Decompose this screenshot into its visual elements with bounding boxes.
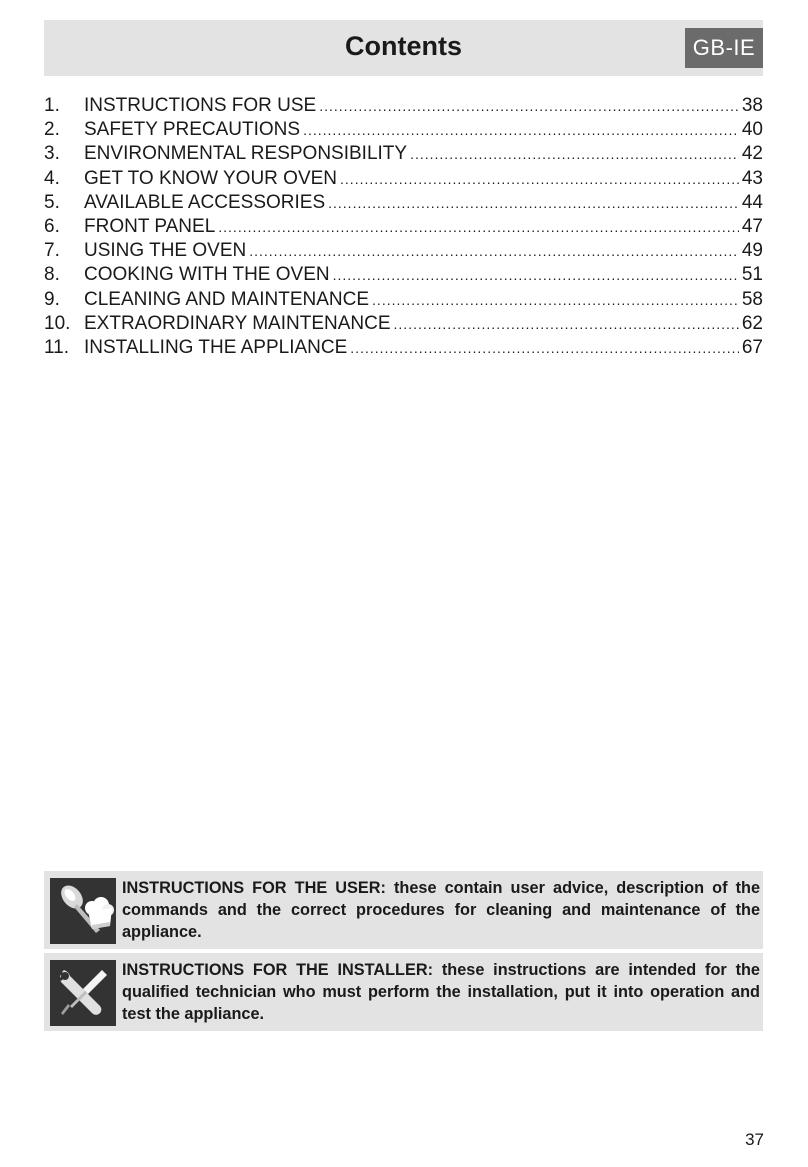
toc-number: 1. <box>44 95 60 116</box>
toc-number: 2. <box>44 119 60 141</box>
user-instructions-note <box>44 871 763 949</box>
toc-item[interactable] <box>44 336 763 360</box>
toc-page: 51 <box>741 264 763 286</box>
toc-number: 3. <box>44 143 60 165</box>
toc-item[interactable] <box>44 118 763 142</box>
toc-item[interactable] <box>44 288 763 312</box>
toc-title: EXTRAORDINARY MAINTENANCE <box>84 312 391 334</box>
installer-instructions-note <box>44 953 763 1031</box>
toc-number: 5. <box>44 191 60 213</box>
header-bar <box>44 20 763 76</box>
table-of-contents <box>44 94 763 360</box>
toc-item[interactable] <box>44 263 763 287</box>
toc-page: 43 <box>741 167 763 189</box>
toc-title: CLEANING AND MAINTENANCE <box>84 288 370 310</box>
toc-leader <box>410 142 739 166</box>
toc-leader <box>319 94 739 118</box>
toc-item[interactable] <box>44 239 763 263</box>
toc-page: 44 <box>741 191 763 213</box>
toc-leader <box>394 312 739 336</box>
toc-leader <box>340 167 739 191</box>
toc-leader <box>303 118 739 142</box>
toc-item[interactable] <box>44 94 763 118</box>
language-badge: GB-IE <box>685 28 763 68</box>
toc-title: SAFETY PRECAUTIONS <box>84 119 301 141</box>
toc-page: 67 <box>741 336 763 358</box>
toc-number: 11. <box>44 336 70 358</box>
toc-item[interactable] <box>44 167 763 191</box>
toc-page: 58 <box>741 288 763 310</box>
toc-number: 10. <box>44 312 71 334</box>
toc-leader <box>249 239 739 263</box>
toc-number: 8. <box>44 264 60 286</box>
toc-item[interactable] <box>44 312 763 336</box>
toc-item[interactable] <box>44 142 763 166</box>
toc-page: 38 <box>741 95 763 116</box>
toc-title: INSTALLING THE APPLIANCE <box>84 336 348 358</box>
toc-number: 4. <box>44 167 60 189</box>
toc-page: 40 <box>741 119 763 141</box>
toc-title: INSTRUCTIONS FOR USE <box>84 95 317 116</box>
toc-leader <box>328 191 739 215</box>
user-instructions-text: INSTRUCTIONS FOR THE USER: these contain user advice, description of the commands and the correct procedures for cleaning and maintenance of the appliance. <box>122 879 760 941</box>
toc-leader <box>333 263 739 287</box>
toc-item[interactable] <box>44 191 763 215</box>
installer-instructions-text: INSTRUCTIONS FOR THE INSTALLER: these instructions are intended for the qualified technician who must perform the installation, put it into operation and test the appliance. <box>122 961 760 1023</box>
toc-number: 7. <box>44 240 60 262</box>
page-title: Contents <box>345 31 462 61</box>
toc-title: COOKING WITH THE OVEN <box>84 264 330 286</box>
toc-leader <box>372 288 739 312</box>
toc-leader <box>350 336 739 360</box>
chef-spoon-icon <box>50 878 116 944</box>
toc-title: GET TO KNOW YOUR OVEN <box>84 167 338 189</box>
toc-page: 62 <box>741 312 763 334</box>
toc-page: 49 <box>741 240 763 262</box>
toc-leader <box>218 215 739 239</box>
toc-item[interactable] <box>44 215 763 239</box>
toc-title: ENVIRONMENTAL RESPONSIBILITY <box>84 143 408 165</box>
toc-number: 6. <box>44 215 60 237</box>
toc-number: 9. <box>44 288 60 310</box>
toc-page: 47 <box>741 215 763 237</box>
toc-title: FRONT PANEL <box>84 215 216 237</box>
wrench-screwdriver-icon <box>50 960 116 1026</box>
toc-title: AVAILABLE ACCESSORIES <box>84 191 326 213</box>
page-number: 37 <box>745 1130 764 1149</box>
toc-title: USING THE OVEN <box>84 240 247 262</box>
toc-page: 42 <box>741 143 763 165</box>
